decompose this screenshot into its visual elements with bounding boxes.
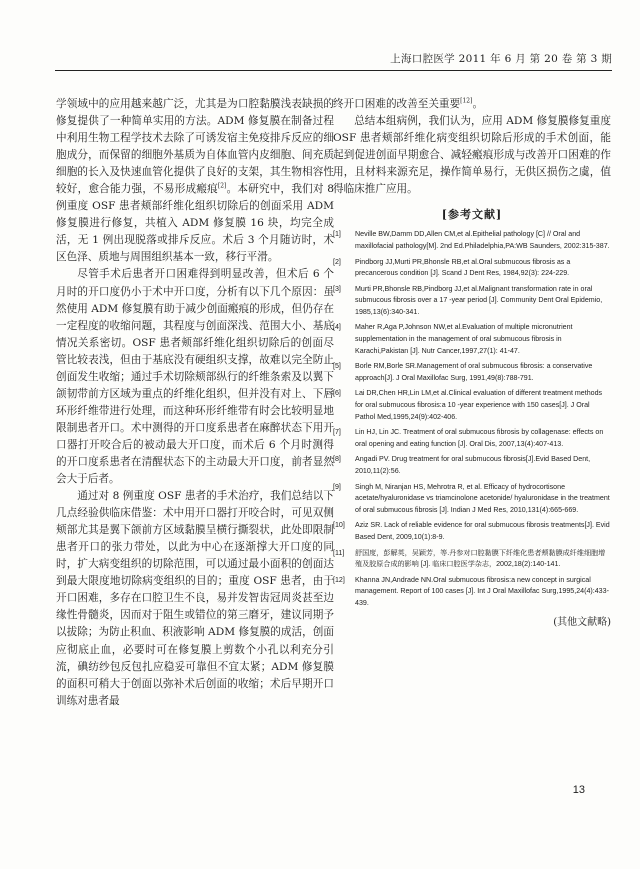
paragraph-text: 终开口困难的改善至关重要 bbox=[333, 98, 461, 110]
reference-item bbox=[333, 482, 611, 517]
body-paragraph bbox=[333, 96, 611, 113]
reference-item bbox=[333, 284, 611, 319]
body-paragraph: 尽管手术后患者开口困难得到明显改善，但术后 6 个月时的开口度仍小于术中开口度，分析有以下几个原因：虽然使用 ADM 修复膜有助于减少创面瘢痕的形成，但仍存在一定程度的收缩问题，其程度与创面深浅、范围大小、基底情况关系密切。OSF 患者颊部纤维化组织切除后的创面尽管比较表浅，但由于基底没有硬组织支撑，故难以完全防止创面发生收缩；通过手术切除颊部纵行的纤维条索及以翼下颌韧带前方区域为重点的纤维化组织，但并没有对上、下唇环形纤维带进行处理，而这种环形纤维带有时会比较明显地限制患者开口。术中测得的开口度系患者在麻醉状态下用开口器打开咬合后的被动最大开口度，而术后 6 个月时测得的开口度系患者在清醒状态下的主动最大开口度，前者显然会大于后者。 bbox=[56, 268, 334, 486]
reference-item bbox=[333, 388, 611, 423]
reference-item bbox=[333, 229, 611, 252]
paragraph-text: 。 bbox=[472, 98, 484, 110]
body-paragraph bbox=[56, 96, 334, 266]
reference-text: Khanna JN,Andrade NN.Oral submucous fibrosis:a new concept in surgical management. Report of 100 cases [J]. Int J Oral Maxillofac Surg,1995,24(4):433-439. bbox=[355, 575, 609, 607]
reference-item bbox=[333, 322, 611, 357]
body-paragraph: 通过对 8 例重度 OSF 患者的手术治疗，我们总结以下几点经验供临床借鉴：术中用开口器打开咬合时，可见双侧颊部尤其是翼下颌前方区域黏膜呈横行撕裂状，此处即限制患者开口的张力带处，以此为中心在逐渐撑大开口度的同时，扩大病变组织的切除范围，可以通过最小面积的创面达到最大限度地切除病变组织的目的；重度 OSF 患者，由于开口困难，多存在口腔卫生不良，易并发智齿冠周炎甚至边缘性骨髓炎，因而对于阻生或错位的第三磨牙，建议同期予以拔除；为防止积血、积液影响 ADM 修复膜的成活，创面应彻底止血，必要时可在修复膜上剪数个小孔以利充分引流，碘纺纱包反包扎应稳妥可靠但不宜太紧；ADM 修复膜的面积可稍大于创面以弥补术后创面的收缩；术后早期开口训练对患者最 bbox=[56, 490, 334, 707]
references-footnote: (其他文献略) bbox=[553, 616, 611, 628]
header-rule bbox=[55, 70, 612, 71]
reference-text: Maher R,Aga P,Johnson NW,et al.Evaluation of multiple micronutrient supplementation in the management of oral submucous fibrosis in Karachi,Pakistan [J]. Nutr Cancer,1997,27(1): 41-47. bbox=[355, 323, 573, 355]
reference-number: [1] bbox=[333, 230, 341, 239]
reference-text: Borle RM,Borle SR.Management of oral submucous fibrosis: a conservative approach[J]. J Oral Maxillofac Surg, 1991,49(8):788-791. bbox=[355, 362, 593, 382]
reference-item bbox=[333, 454, 611, 477]
reference-number: [3] bbox=[333, 284, 341, 293]
reference-text: Aziz SR. Lack of reliable evidence for oral submucous fibrosis treatments[J]. Evid Based Dent, 2009,10(1):8-9. bbox=[355, 521, 610, 541]
reference-number: [12] bbox=[333, 575, 345, 584]
left-column bbox=[56, 96, 334, 710]
reference-number: [11] bbox=[333, 548, 345, 557]
reference-number: [5] bbox=[333, 362, 341, 371]
reference-text: Lin HJ, Lin JC. Treatment of oral submucous fibrosis by collagenase: effects on oral opening and eating function [J]. Oral Dis, 2007,13(4):407-413. bbox=[355, 428, 604, 448]
reference-number: [4] bbox=[333, 323, 341, 332]
reference-item bbox=[333, 361, 611, 384]
reference-number: [6] bbox=[333, 389, 341, 398]
reference-text: 舒国度，彭解英，吴颖芳，等.丹参对口腔黏膜下纤维化患者颊黏膜成纤维细胞增殖及胶原合成的影响 [J]. 临床口腔医学杂志，2002,18(2):140-141. bbox=[355, 548, 606, 569]
reference-item bbox=[333, 520, 611, 543]
reference-text: Pindborg JJ,Murti PR,Bhonsle RB,et al.Oral submucous fibrosis as a precancerous condition [J]. Scand J Dent Res, 1984,92(3): 224-229. bbox=[355, 257, 571, 278]
references-heading: [参考文献] bbox=[441, 208, 503, 222]
right-column bbox=[333, 96, 611, 631]
paragraph-text: 。本研究中，我们对 8 例重度 OSF 患者颊部纤维化组织切除后的创面采用 ADM 修复膜进行修复，共植入 ADM 修复膜 16 块，均完全成活，无 1 例出现脱落或排斥反应。术后 3 个月随访时，术区色泽、质地与周围组织基本一致，移行平滑。 bbox=[56, 183, 335, 264]
reference-text: Singh M, Niranjan HS, Mehrotra R, et al. Efficacy of hydrocortisone acetate/hyaluronidase vs triamcinolone acetonide/ hyaluronidase in the treatment of oral submucous fibrosis [J]. Indian J Med Res, 2010,131(4):665-669. bbox=[355, 482, 610, 514]
reference-item bbox=[333, 427, 611, 450]
reference-text: Angadi PV. Drug treatment for oral submucous fibrosis[J].Evid Based Dent, 2010,11(2):56. bbox=[355, 455, 591, 476]
reference-list bbox=[333, 229, 611, 609]
reference-text: Murti PR,Bhonsle RB,Pindborg JJ,et al.Malignant transformation rate in oral submucous fibrosis over a 17 -year period [J]. Community Dent Oral Epidemio, 1985,13(6):340-341. bbox=[355, 284, 603, 316]
body-paragraph: 总结本组病例，我们认为，应用 ADM 修复膜修复重度 OSF 患者颊部纤维化病变组织切除后形成的手术创面，能起到促进创面早期愈合、减轻瘢痕形成与改善开口困难的作用，且材料来源充足，操作简单易行，无供区损伤之虞，值得临床推广应用。 bbox=[333, 115, 611, 196]
reference-number: [9] bbox=[333, 482, 341, 491]
reference-text: Lai DR,Chen HR,Lin LM,et al.Clinical evaluation of different treatment methods for oral submucous fibrosis:a 10 -year experience with 150 cases[J]. J Oral Pathol Med,1995,24(9):402-406. bbox=[355, 389, 603, 421]
reference-text: Neville BW,Damm DD,Allen CM,et al.Epithelial pathology [C] // Oral and maxillofacial pathology[M]. 2nd Ed.Philadelphia,PA:WB Saunders, 2002:315-387. bbox=[355, 230, 610, 250]
reference-item bbox=[333, 575, 611, 610]
paragraph-text: 学领域中的应用越来越广泛，尤其是为口腔黏膜浅表缺损的修复提供了一种简单实用的方法。ADM 修复膜在制备过程中利用生物工程学技术去除了可诱发宿主免疫排斥反应的细胞成分，而保留的细胞外基质为自体血管内皮细胞、间充质细胞的长入及快速血管化提供了良好的支架，其生物相容性较好，愈合能力强，不易形成瘢痕 bbox=[56, 98, 334, 196]
running-header: 上海口腔医学 2011 年 6 月 第 20 卷 第 3 期 bbox=[390, 53, 612, 65]
reference-item bbox=[333, 548, 611, 571]
reference-item bbox=[333, 257, 611, 280]
citation-ref: [2] bbox=[217, 182, 227, 190]
reference-number: [2] bbox=[333, 257, 341, 266]
reference-number: [8] bbox=[333, 455, 341, 464]
reference-number: [7] bbox=[333, 428, 341, 437]
reference-number: [10] bbox=[333, 521, 345, 530]
page-number: 13 bbox=[572, 784, 585, 796]
citation-ref: [12] bbox=[460, 97, 473, 105]
